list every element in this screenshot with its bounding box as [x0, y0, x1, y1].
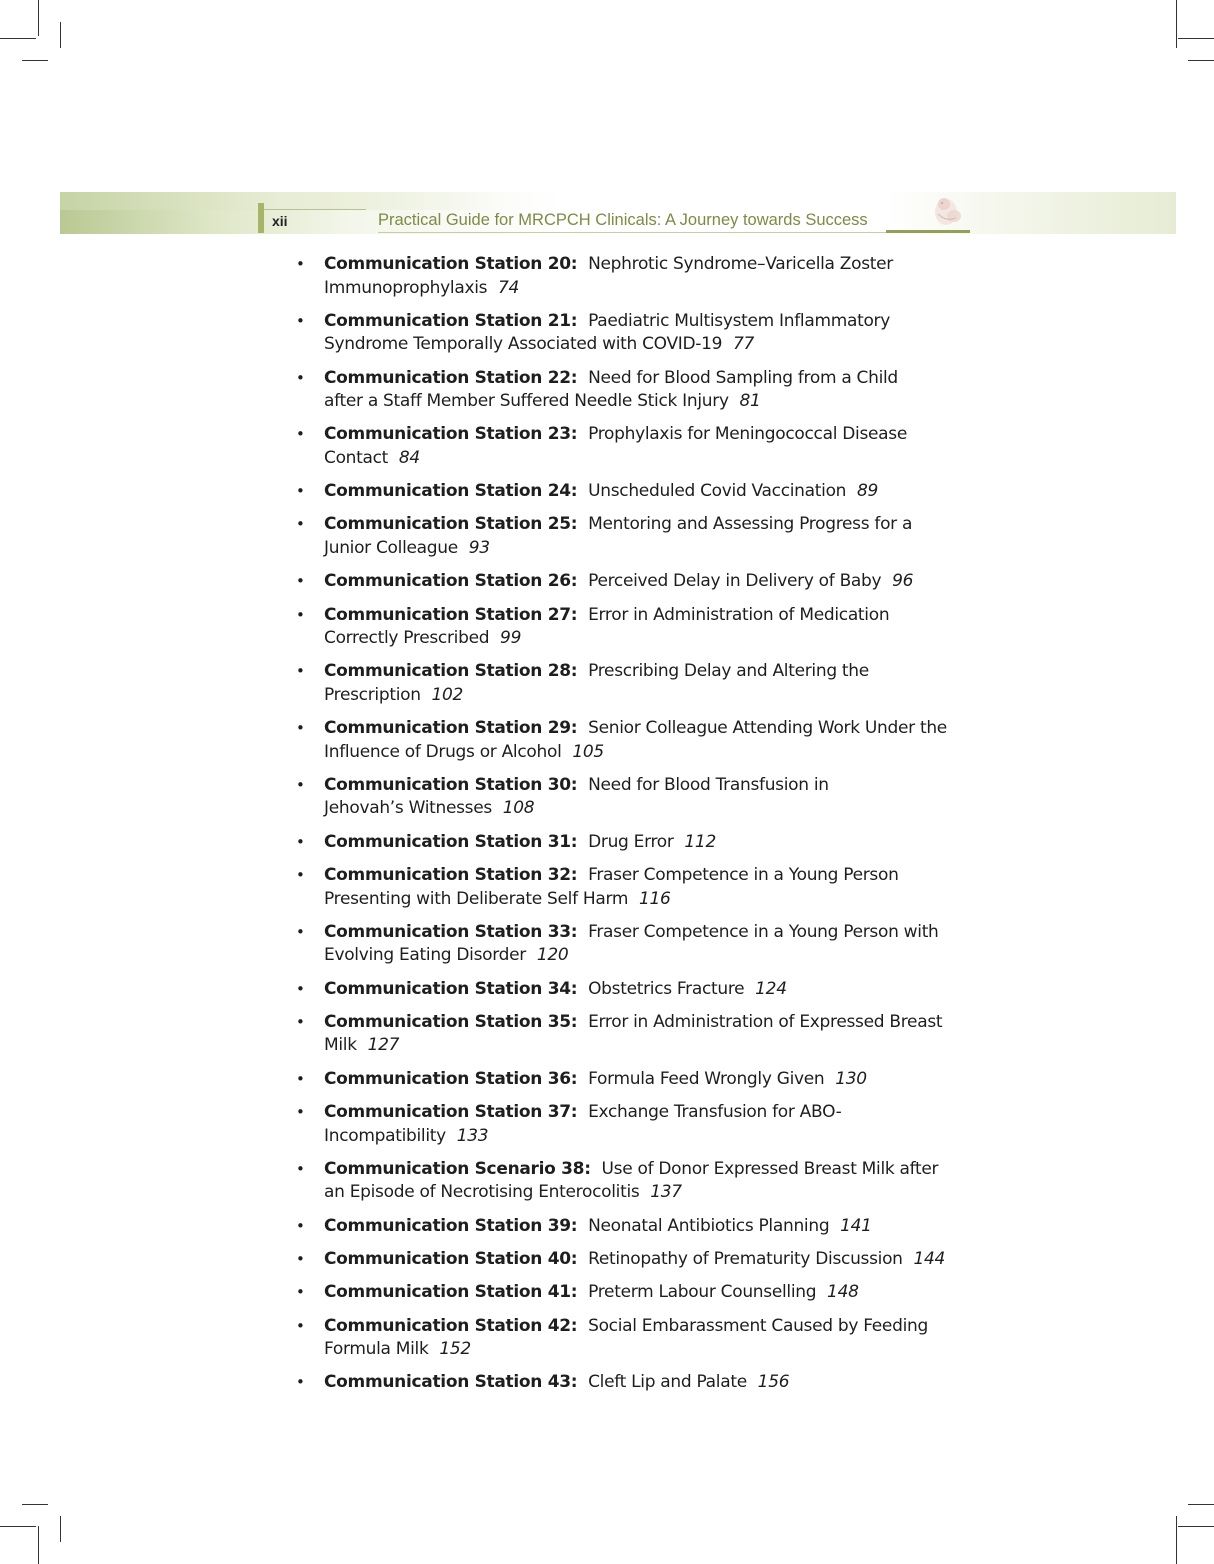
- bullet-icon: •: [296, 1069, 305, 1088]
- toc-entry[interactable]: [296, 1371, 996, 1395]
- toc-entry-title: Prescribing Delay and Altering the Prescription: [324, 661, 869, 705]
- toc-entry[interactable]: [296, 660, 996, 707]
- page-number-bar: [258, 203, 264, 233]
- toc-entry-title-continued: Immunoprophylaxis: [324, 277, 488, 298]
- toc-entry-label: Communication Station 40:: [324, 1248, 578, 1269]
- toc-entry-label: Communication Station 32:: [324, 865, 578, 886]
- toc-entry-title: Need for Blood Sampling from a Child: [588, 367, 898, 388]
- toc-entry-title-continued: after a Staff Member Suffered Needle Stick Injury: [324, 391, 729, 412]
- toc-entry-page: 133: [456, 1125, 489, 1146]
- toc-list: [296, 253, 996, 1405]
- toc-entry[interactable]: [296, 978, 996, 1002]
- bullet-icon: •: [296, 1373, 305, 1392]
- bullet-icon: •: [296, 662, 305, 681]
- toc-entry-title-continued: Influence of Drugs or Alcohol: [324, 741, 562, 762]
- toc-entry-page: 74: [498, 277, 520, 298]
- crop-mark: [38, 1526, 39, 1564]
- toc-entry[interactable]: [296, 921, 996, 968]
- toc-entry-title: Perceived Delay in Delivery of Baby: [588, 571, 882, 592]
- toc-entry[interactable]: [296, 1068, 996, 1092]
- toc-entry-label: Communication Station 34:: [324, 978, 578, 999]
- bullet-icon: •: [296, 1283, 305, 1302]
- toc-entry[interactable]: [296, 480, 996, 504]
- page-number: xii: [272, 213, 288, 229]
- toc-entry-title-continued: Jehovah’s Witnesses: [324, 798, 492, 819]
- bullet-icon: •: [296, 1103, 305, 1122]
- toc-entry[interactable]: [296, 423, 996, 470]
- toc-entry-label: Communication Station 21:: [324, 310, 578, 331]
- toc-entry-title: Senior Colleague Attending Work Under the: [588, 718, 947, 739]
- header-rule-accent: [886, 230, 970, 233]
- toc-entry-page: 96: [892, 571, 914, 592]
- toc-entry-title: Paediatric Multisystem Inflammatory: [588, 310, 891, 331]
- toc-entry-title: Prophylaxis for Meningococcal Disease Contact: [324, 424, 907, 468]
- toc-entry-title: Use of Donor Expressed Breast Milk after: [601, 1158, 939, 1179]
- header-rule-bottom: [378, 232, 886, 233]
- toc-entry-label: Communication Station 33:: [324, 921, 578, 942]
- toc-entry-page: 127: [367, 1035, 400, 1056]
- toc-entry-title: Obstetrics Fracture: [588, 978, 745, 999]
- toc-entry[interactable]: [296, 1315, 996, 1362]
- toc-entry-title: Error in Administration of Expressed Breast Milk: [324, 1011, 943, 1056]
- toc-entry-page: 112: [684, 831, 716, 852]
- toc-entry-page: 120: [536, 945, 569, 966]
- toc-entry[interactable]: [296, 367, 996, 414]
- bullet-icon: •: [296, 979, 305, 998]
- toc-entry-page: 148: [827, 1282, 859, 1303]
- bullet-icon: •: [296, 482, 305, 501]
- crop-mark: [60, 1516, 61, 1542]
- crop-mark: [1176, 0, 1177, 48]
- toc-entry-title-continued: Presenting with Deliberate Self Harm: [324, 888, 629, 909]
- toc-entry-page: 99: [500, 628, 522, 649]
- toc-entry-title-continued: Correctly Prescribed: [324, 628, 490, 649]
- toc-entry-page: 105: [572, 741, 604, 762]
- toc-entry-label: Communication Station 22:: [324, 367, 578, 388]
- toc-entry-title: Fraser Competence in a Young Person with: [588, 921, 939, 942]
- crop-mark: [1188, 60, 1214, 61]
- toc-entry-label: Communication Station 37:: [324, 1102, 578, 1123]
- toc-entry-label: Communication Station 24:: [324, 481, 578, 502]
- toc-entry-title-continued: Syndrome Temporally Associated with COVID-19: [324, 334, 723, 355]
- crop-mark: [60, 22, 61, 48]
- toc-entry-page: 116: [638, 888, 671, 909]
- toc-entry[interactable]: [296, 1011, 996, 1058]
- toc-entry[interactable]: [296, 831, 996, 855]
- toc-entry-page: 102: [431, 684, 464, 705]
- bullet-icon: •: [296, 1159, 305, 1178]
- toc-entry-label: Communication Station 41:: [324, 1282, 578, 1303]
- bullet-icon: •: [296, 572, 305, 591]
- bullet-icon: •: [296, 866, 305, 885]
- toc-entry[interactable]: [296, 570, 996, 594]
- crop-mark: [0, 38, 36, 39]
- bullet-icon: •: [296, 1249, 305, 1268]
- toc-entry-title: Unscheduled Covid Vaccination: [588, 481, 847, 502]
- toc-entry-label: Communication Station 28:: [324, 661, 578, 682]
- baby-icon: [928, 192, 976, 228]
- toc-entry-title-continued: Junior Colleague: [324, 537, 458, 558]
- toc-entry-label: Communication Scenario 38:: [324, 1158, 591, 1179]
- crop-mark: [0, 1526, 36, 1527]
- toc-entry-page: 144: [913, 1248, 946, 1269]
- toc-entry-label: Communication Station 30:: [324, 774, 578, 795]
- toc-entry-page: 141: [840, 1215, 872, 1236]
- crop-mark: [1178, 38, 1214, 39]
- toc-entry-label: Communication Station 35:: [324, 1011, 578, 1032]
- toc-entry[interactable]: [296, 1281, 996, 1305]
- toc-entry-page: 84: [398, 447, 420, 468]
- toc-entry-title: Formula Feed Wrongly Given: [588, 1068, 825, 1089]
- crop-mark: [1188, 1504, 1214, 1505]
- bullet-icon: •: [296, 1012, 305, 1031]
- toc-entry-label: Communication Station 25:: [324, 514, 578, 535]
- bullet-icon: •: [296, 515, 305, 534]
- toc-entry[interactable]: [296, 1158, 996, 1205]
- running-title: Practical Guide for MRCPCH Clinicals: A Journey towards Success: [378, 211, 868, 229]
- bullet-icon: •: [296, 1216, 305, 1235]
- toc-entry-label: Communication Station 20:: [324, 254, 578, 274]
- crop-mark: [38, 0, 39, 36]
- toc-entry-label: Communication Station 39:: [324, 1215, 578, 1236]
- toc-entry-title: Drug Error: [588, 831, 674, 852]
- toc-entry[interactable]: [296, 604, 996, 651]
- bullet-icon: •: [296, 775, 305, 794]
- crop-mark: [1178, 1526, 1214, 1527]
- header-band-shade: [60, 192, 1176, 210]
- toc-entry[interactable]: [296, 1248, 996, 1272]
- toc-entry[interactable]: [296, 717, 996, 764]
- toc-entry-title: Preterm Labour Counselling: [588, 1282, 817, 1303]
- crop-mark: [22, 60, 48, 61]
- toc-entry-label: Communication Station 31:: [324, 831, 578, 852]
- toc-entry-title: Mentoring and Assessing Progress for a: [588, 514, 913, 535]
- toc-entry-title-continued: an Episode of Necrotising Enterocolitis: [324, 1182, 640, 1203]
- bullet-icon: •: [296, 255, 305, 273]
- bullet-icon: •: [296, 1316, 305, 1335]
- toc-entry-label: Communication Station 26:: [324, 571, 578, 592]
- toc-entry-label: Communication Station 27:: [324, 604, 578, 625]
- bullet-icon: •: [296, 832, 305, 851]
- crop-mark: [22, 1504, 48, 1505]
- toc-entry-label: Communication Station 36:: [324, 1068, 578, 1089]
- toc-entry-title: Fraser Competence in a Young Person: [588, 865, 899, 886]
- toc-entry[interactable]: [296, 1101, 996, 1148]
- toc-entry-label: Communication Station 43:: [324, 1372, 578, 1393]
- toc-entry[interactable]: [296, 774, 996, 821]
- crop-mark: [1176, 1516, 1177, 1564]
- toc-entry-title: Need for Blood Transfusion in: [588, 774, 829, 795]
- toc-entry-page: 108: [502, 798, 535, 819]
- bullet-icon: •: [296, 311, 305, 330]
- bullet-icon: •: [296, 719, 305, 738]
- toc-entry-label: Communication Station 42:: [324, 1315, 578, 1336]
- toc-entry-label: Communication Station 29:: [324, 718, 578, 739]
- toc-entry-page: 81: [739, 391, 761, 412]
- bullet-icon: •: [296, 922, 305, 941]
- toc-entry-title: Exchange Transfusion for ABO-Incompatibility: [324, 1102, 842, 1146]
- toc-entry-title: Neonatal Antibiotics Planning: [588, 1215, 830, 1236]
- toc-entry-page: 137: [650, 1182, 682, 1203]
- toc-entry[interactable]: [296, 1215, 996, 1239]
- toc-entry[interactable]: [296, 513, 996, 560]
- toc-entry-page: 152: [439, 1339, 471, 1360]
- toc-entry-title: Retinopathy of Prematurity Discussion: [588, 1248, 903, 1269]
- toc-entry-title-continued: Formula Milk: [324, 1339, 429, 1360]
- toc-entry-page: 89: [856, 481, 878, 502]
- toc-entry-label: Communication Station 23:: [324, 424, 578, 445]
- bullet-icon: •: [296, 425, 305, 444]
- toc-entry[interactable]: [296, 864, 996, 911]
- toc-entry[interactable]: [296, 310, 996, 357]
- toc-entry-page: 93: [468, 537, 490, 558]
- toc-entry-page: 130: [835, 1068, 867, 1089]
- toc-entry-page: 156: [757, 1372, 790, 1393]
- toc-entry-title: Social Embarassment Caused by Feeding: [588, 1315, 928, 1336]
- bullet-icon: •: [296, 368, 305, 387]
- toc-entry-title: Nephrotic Syndrome–Varicella Zoster: [588, 254, 893, 274]
- toc-entry[interactable]: [296, 253, 996, 300]
- header-rule-left: [264, 209, 366, 210]
- bullet-icon: •: [296, 605, 305, 624]
- toc-entry-page: 77: [732, 334, 755, 355]
- toc-entry-title: Cleft Lip and Palate: [588, 1372, 747, 1393]
- toc-entry-page: 124: [755, 978, 787, 999]
- toc-entry-title-continued: Evolving Eating Disorder: [324, 945, 526, 966]
- toc-entry-title: Error in Administration of Medication: [588, 604, 890, 625]
